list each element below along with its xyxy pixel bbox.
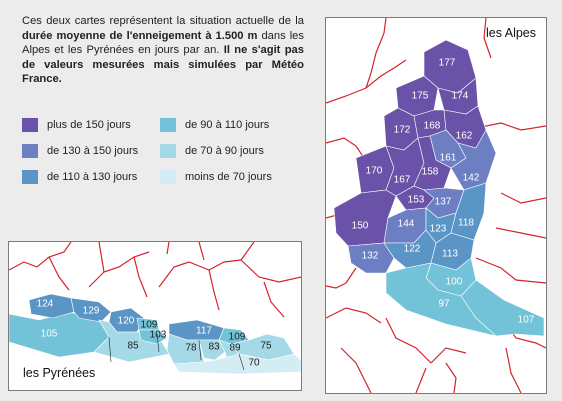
alps-label-137: 137 xyxy=(434,196,452,208)
pyrenees-label-89: 89 xyxy=(229,342,241,354)
legend-label: plus de 150 jours xyxy=(47,119,131,131)
alps-map-svg xyxy=(326,18,546,393)
intro-part-1: Ces deux cartes représentent la situation actuelle de la xyxy=(22,15,304,27)
pyrenees-label-85: 85 xyxy=(127,340,139,352)
legend-item-110-130 xyxy=(22,170,137,184)
alps-label-97: 97 xyxy=(438,298,450,310)
pyrenees-label-75: 75 xyxy=(260,340,272,352)
pyrenees-label-120: 120 xyxy=(117,315,135,327)
alps-zones xyxy=(334,40,544,336)
legend-item-90-110 xyxy=(160,118,269,132)
alps-label-168: 168 xyxy=(423,120,441,132)
alps-label-170: 170 xyxy=(365,165,383,177)
alps-label-153: 153 xyxy=(407,194,425,206)
legend-label: de 130 à 150 jours xyxy=(47,145,139,157)
intro-text xyxy=(22,14,304,87)
legend-swatch xyxy=(160,118,176,132)
pyrenees-map xyxy=(8,241,302,391)
legend-label: de 70 à 90 jours xyxy=(185,145,264,157)
intro-bold-1: durée moyenne de l'enneigement à 1.500 m xyxy=(22,29,258,42)
pyrenees-label-78: 78 xyxy=(185,342,197,354)
alps-label-122: 122 xyxy=(403,243,421,255)
alps-label-100: 100 xyxy=(445,276,463,288)
alps-label-177: 177 xyxy=(438,57,456,69)
intro-bold-2: Il ne s'agit pas de valeurs mesurées mais simulées par Météo France. xyxy=(22,44,304,86)
legend-swatch xyxy=(22,144,38,158)
alps-label-144: 144 xyxy=(397,218,415,230)
alps-label-107: 107 xyxy=(517,314,535,326)
legend-swatch xyxy=(22,118,38,132)
alps-label-118: 118 xyxy=(458,217,474,229)
alps-label-150: 150 xyxy=(351,220,369,232)
alps-map-title: les Alpes xyxy=(485,26,536,40)
alps-label-162: 162 xyxy=(455,130,473,142)
alps-label-161: 161 xyxy=(439,152,457,164)
legend-swatch xyxy=(160,170,176,184)
pyrenees-label-109b: 109 xyxy=(228,331,246,343)
alps-label-113: 113 xyxy=(442,248,458,260)
alps-label-132: 132 xyxy=(361,250,379,262)
pyrenees-label-83: 83 xyxy=(208,341,220,353)
alps-map xyxy=(325,17,547,394)
legend-label: moins de 70 jours xyxy=(185,171,272,183)
alps-label-123: 123 xyxy=(429,223,447,235)
pyrenees-map-title: les Pyrénées xyxy=(23,366,96,380)
legend-label: de 110 à 130 jours xyxy=(47,171,138,183)
alps-label-174: 174 xyxy=(451,90,469,102)
alps-label-158: 158 xyxy=(421,166,439,178)
legend-label: de 90 à 110 jours xyxy=(185,119,270,131)
pyrenees-label-109a: 109 xyxy=(140,319,158,331)
alps-label-175: 175 xyxy=(411,90,429,102)
pyrenees-label-129: 129 xyxy=(82,305,100,317)
alps-label-172: 172 xyxy=(393,124,411,136)
intro-part-2: dans les Alpes et les Pyrénées en jours par an. xyxy=(22,29,304,57)
pyrenees-label-124: 124 xyxy=(36,298,54,310)
legend-item-70-90 xyxy=(160,144,264,158)
legend-swatch xyxy=(160,144,176,158)
pyrenees-label-105: 105 xyxy=(40,328,58,340)
pyrenees-label-103: 103 xyxy=(149,329,167,341)
legend-item-130-150 xyxy=(22,144,138,158)
legend-swatch xyxy=(22,170,38,184)
pyrenees-label-117: 117 xyxy=(196,325,212,337)
pyrenees-label-70: 70 xyxy=(248,357,260,369)
legend-item-over-150 xyxy=(22,118,131,132)
alps-label-167: 167 xyxy=(393,174,411,186)
legend-item-under-70 xyxy=(160,170,272,184)
legend xyxy=(22,118,322,198)
alps-label-142: 142 xyxy=(462,172,480,184)
